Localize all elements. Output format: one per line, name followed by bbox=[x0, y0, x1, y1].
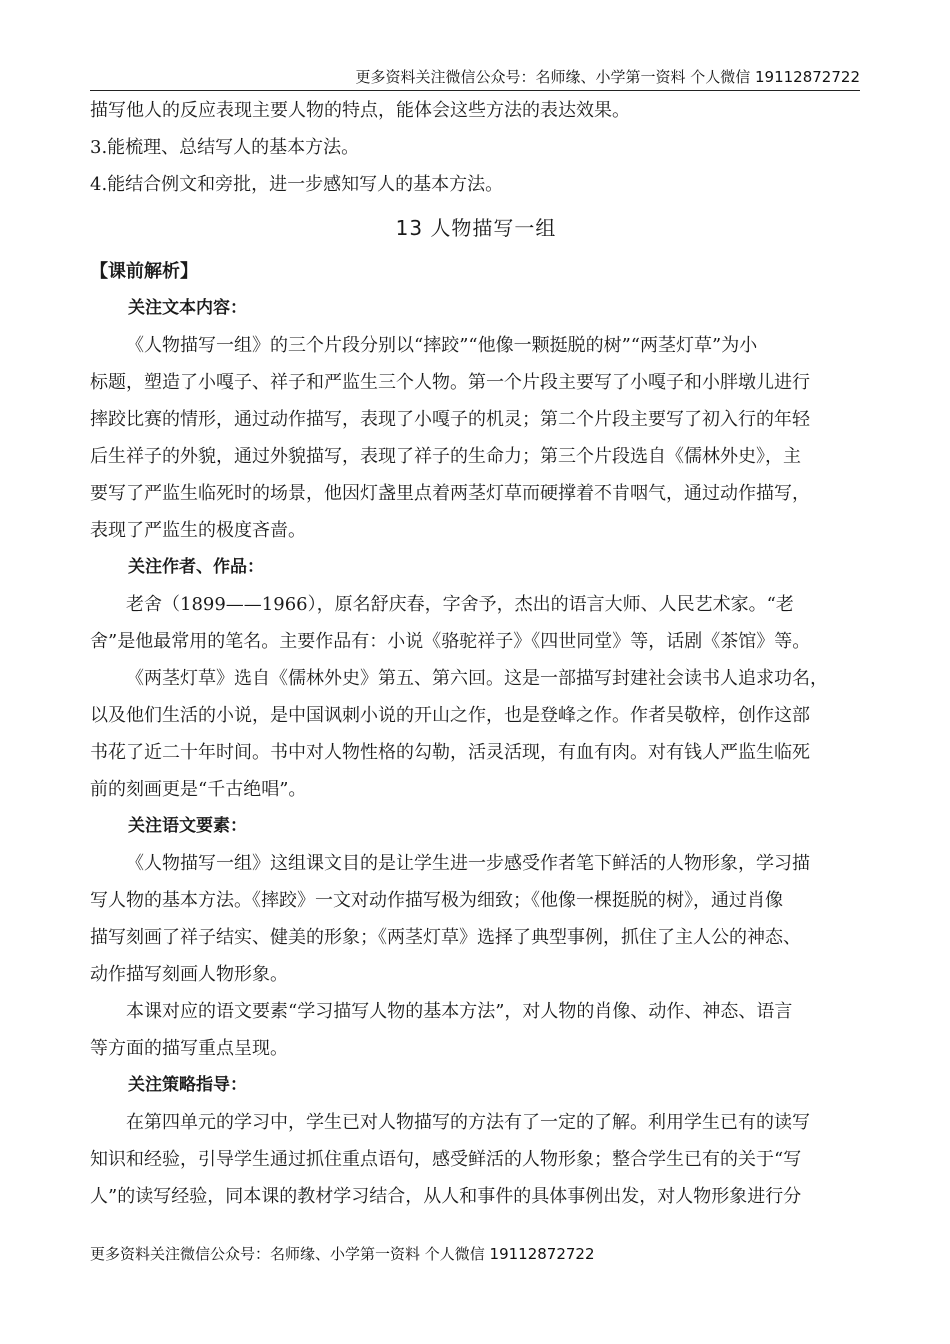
section-heading: 【课前解析】 bbox=[90, 261, 198, 282]
paragraph-line: 人”的读写经验，同本课的教材学习结合，从人和事件的具体事例出发，对人物形象进行分 bbox=[90, 1186, 802, 1207]
paragraph-line: 舍”是他最常用的笔名。主要作品有：小说《骆驼祥子》《四世同堂》等，话剧《茶馆》等。 bbox=[90, 631, 811, 652]
paragraph-line: 知识和经验，引导学生通过抓住重点语句，感受鲜活的人物形象；整合学生已有的关于“写 bbox=[90, 1149, 802, 1170]
lesson-title: 13 人物描写一组 bbox=[395, 216, 557, 240]
page-footer: 更多资料关注微信公众号：名师缘、小学第一资料 个人微信 19112872722 bbox=[90, 1245, 595, 1263]
paragraph-line: 老舍（1899——1966），原名舒庆春，字舍予，杰出的语言大师、人民艺术家。“老 bbox=[126, 594, 794, 615]
paragraph-line: 表现了严监生的极度吝啬。 bbox=[90, 520, 306, 541]
block-heading: 关注语文要素： bbox=[128, 816, 247, 836]
paragraph-line: 以及他们生活的小说，是中国讽刺小说的开山之作，也是登峰之作。作者吴敬梓，创作这部 bbox=[90, 705, 810, 726]
block-heading: 关注策略指导： bbox=[128, 1075, 247, 1095]
paragraph-line: 在第四单元的学习中，学生已对人物描写的方法有了一定的了解。利用学生已有的读写 bbox=[126, 1112, 810, 1133]
paragraph-line: 后生祥子的外貌，通过外貌描写，表现了祥子的生命力；第三个片段选自《儒林外史》，主 bbox=[90, 446, 801, 467]
paragraph-line: 写人物的基本方法。《摔跤》一文对动作描写极为细致；《他像一棵挺脱的树》，通过肖像 bbox=[90, 890, 783, 911]
paragraph-line: 摔跤比赛的情形，通过动作描写，表现了小嘎子的机灵；第二个片段主要写了初入行的年轻 bbox=[90, 409, 810, 430]
block-heading: 关注文本内容： bbox=[128, 298, 247, 318]
document-body bbox=[90, 92, 862, 1215]
paragraph-line: 《人物描写一组》的三个片段分别以“摔跤”“他像一颗挺脱的树”“两茎灯草”为小 bbox=[126, 335, 758, 356]
block-heading: 关注作者、作品： bbox=[128, 557, 264, 577]
intro-line: 描写他人的反应表现主要人物的特点，能体会这些方法的表达效果。 bbox=[90, 100, 630, 121]
paragraph-line: 本课对应的语文要素“学习描写人物的基本方法”，对人物的肖像、动作、神态、语言 bbox=[126, 1001, 793, 1022]
paragraph-line: 描写刻画了祥子结实、健美的形象；《两茎灯草》选择了典型事例，抓住了主人公的神态、 bbox=[90, 927, 801, 948]
paragraph-line: 前的刻画更是“千古绝唱”。 bbox=[90, 779, 307, 800]
paragraph-line: 等方面的描写重点呈现。 bbox=[90, 1038, 288, 1059]
intro-line: 4.能结合例文和旁批，进一步感知写人的基本方法。 bbox=[90, 174, 504, 195]
paragraph-line: 书花了近二十年时间。书中对人物性格的勾勒，活灵活现，有血有肉。对有钱人严监生临死 bbox=[90, 742, 810, 763]
paragraph-line: 《人物描写一组》这组课文目的是让学生进一步感受作者笔下鲜活的人物形象，学习描 bbox=[126, 853, 810, 874]
paragraph-line: 要写了严监生临死时的场景，他因灯盏里点着两茎灯草而硬撑着不肯咽气，通过动作描写， bbox=[90, 483, 810, 504]
paragraph-line: 标题，塑造了小嘎子、祥子和严监生三个人物。第一个片段主要写了小嘎子和小胖墩儿进行 bbox=[90, 372, 810, 393]
paragraph-line: 动作描写刻画人物形象。 bbox=[90, 964, 288, 985]
page-header: 更多资料关注微信公众号：名师缘、小学第一资料 个人微信 19112872722 bbox=[90, 66, 860, 91]
paragraph-line: 《两茎灯草》选自《儒林外史》第五、第六回。这是一部描写封建社会读书人追求功名， bbox=[126, 668, 828, 689]
intro-line: 3.能梳理、总结写人的基本方法。 bbox=[90, 137, 360, 158]
